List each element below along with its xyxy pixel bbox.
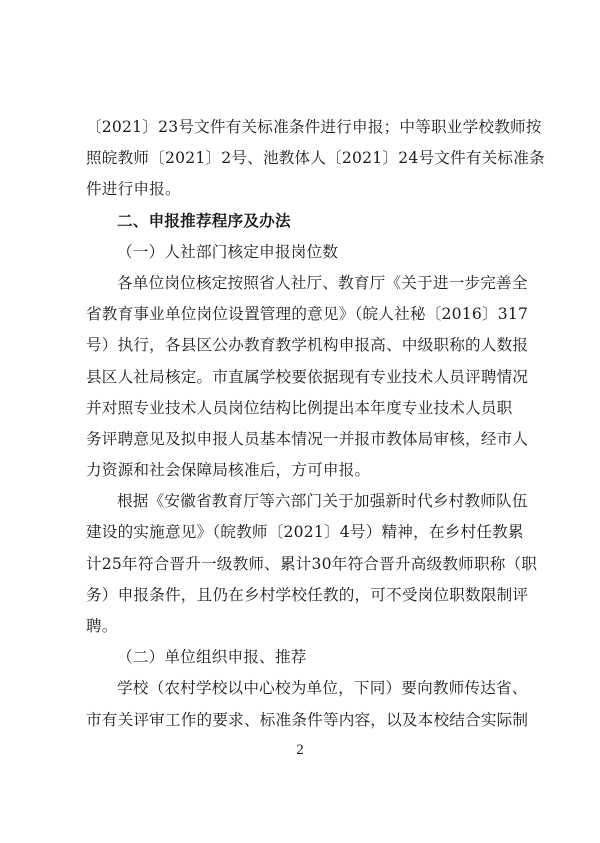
body-line: 件进行申报。: [86, 180, 181, 199]
body-line: 务）申报条件，且仍在乡村学校任教的，可不受岗位职数限制评: [86, 585, 529, 604]
paragraph-start-line: 学校（农村学校以中心校为单位，下同）要向教师传达省、: [117, 679, 528, 698]
paragraph-start-line: 各单位岗位核定按照省人社厅、教育厅《关于进一步完善全: [117, 273, 528, 292]
body-line: 务评聘意见及拟申报人员基本情况一并报市教体局审核，经市人: [86, 429, 529, 448]
section-heading: 二、申报推荐程序及办法: [117, 211, 291, 230]
body-line: 省教育事业单位岗位设置管理的意见》（皖人社秘〔2016〕317: [86, 305, 529, 324]
body-line: 计25年符合晋升一级教师、累计30年符合晋升高级教师职称（职: [86, 554, 538, 573]
document-body: [86, 112, 545, 736]
body-line: 照皖教师〔2021〕2号、池教体人〔2021〕24号文件有关标准条: [86, 149, 545, 168]
body-line: 市有关评审工作的要求、标准条件等内容，以及本校结合实际制: [86, 710, 529, 729]
body-line: 并对照专业技术人员岗位结构比例提出本年度专业技术人员职: [86, 398, 513, 417]
subsection-heading: （二）单位组织申报、推荐: [117, 648, 307, 667]
paragraph-start-line: 根据《安徽省教育厅等六部门关于加强新时代乡村教师队伍: [117, 492, 528, 511]
body-line: 〔2021〕23号文件有关标准条件进行申报；中等职业学校教师按: [86, 118, 542, 136]
page-number: 2: [296, 742, 304, 758]
subsection-heading: （一）人社部门核定申报岗位数: [117, 242, 339, 261]
body-line: 县区人社局核定。市直属学校要依据现有专业技术人员评聘情况: [86, 367, 529, 386]
body-line: 建设的实施意见》（皖教师〔2021〕4号）精神，在乡村任教累: [86, 523, 524, 542]
body-line: 号）执行，各县区公办教育教学机构申报高、中级职称的人数报: [86, 336, 529, 355]
body-line: 力资源和社会保障局核准后，方可申报。: [86, 461, 371, 480]
body-line: 聘。: [86, 617, 118, 635]
